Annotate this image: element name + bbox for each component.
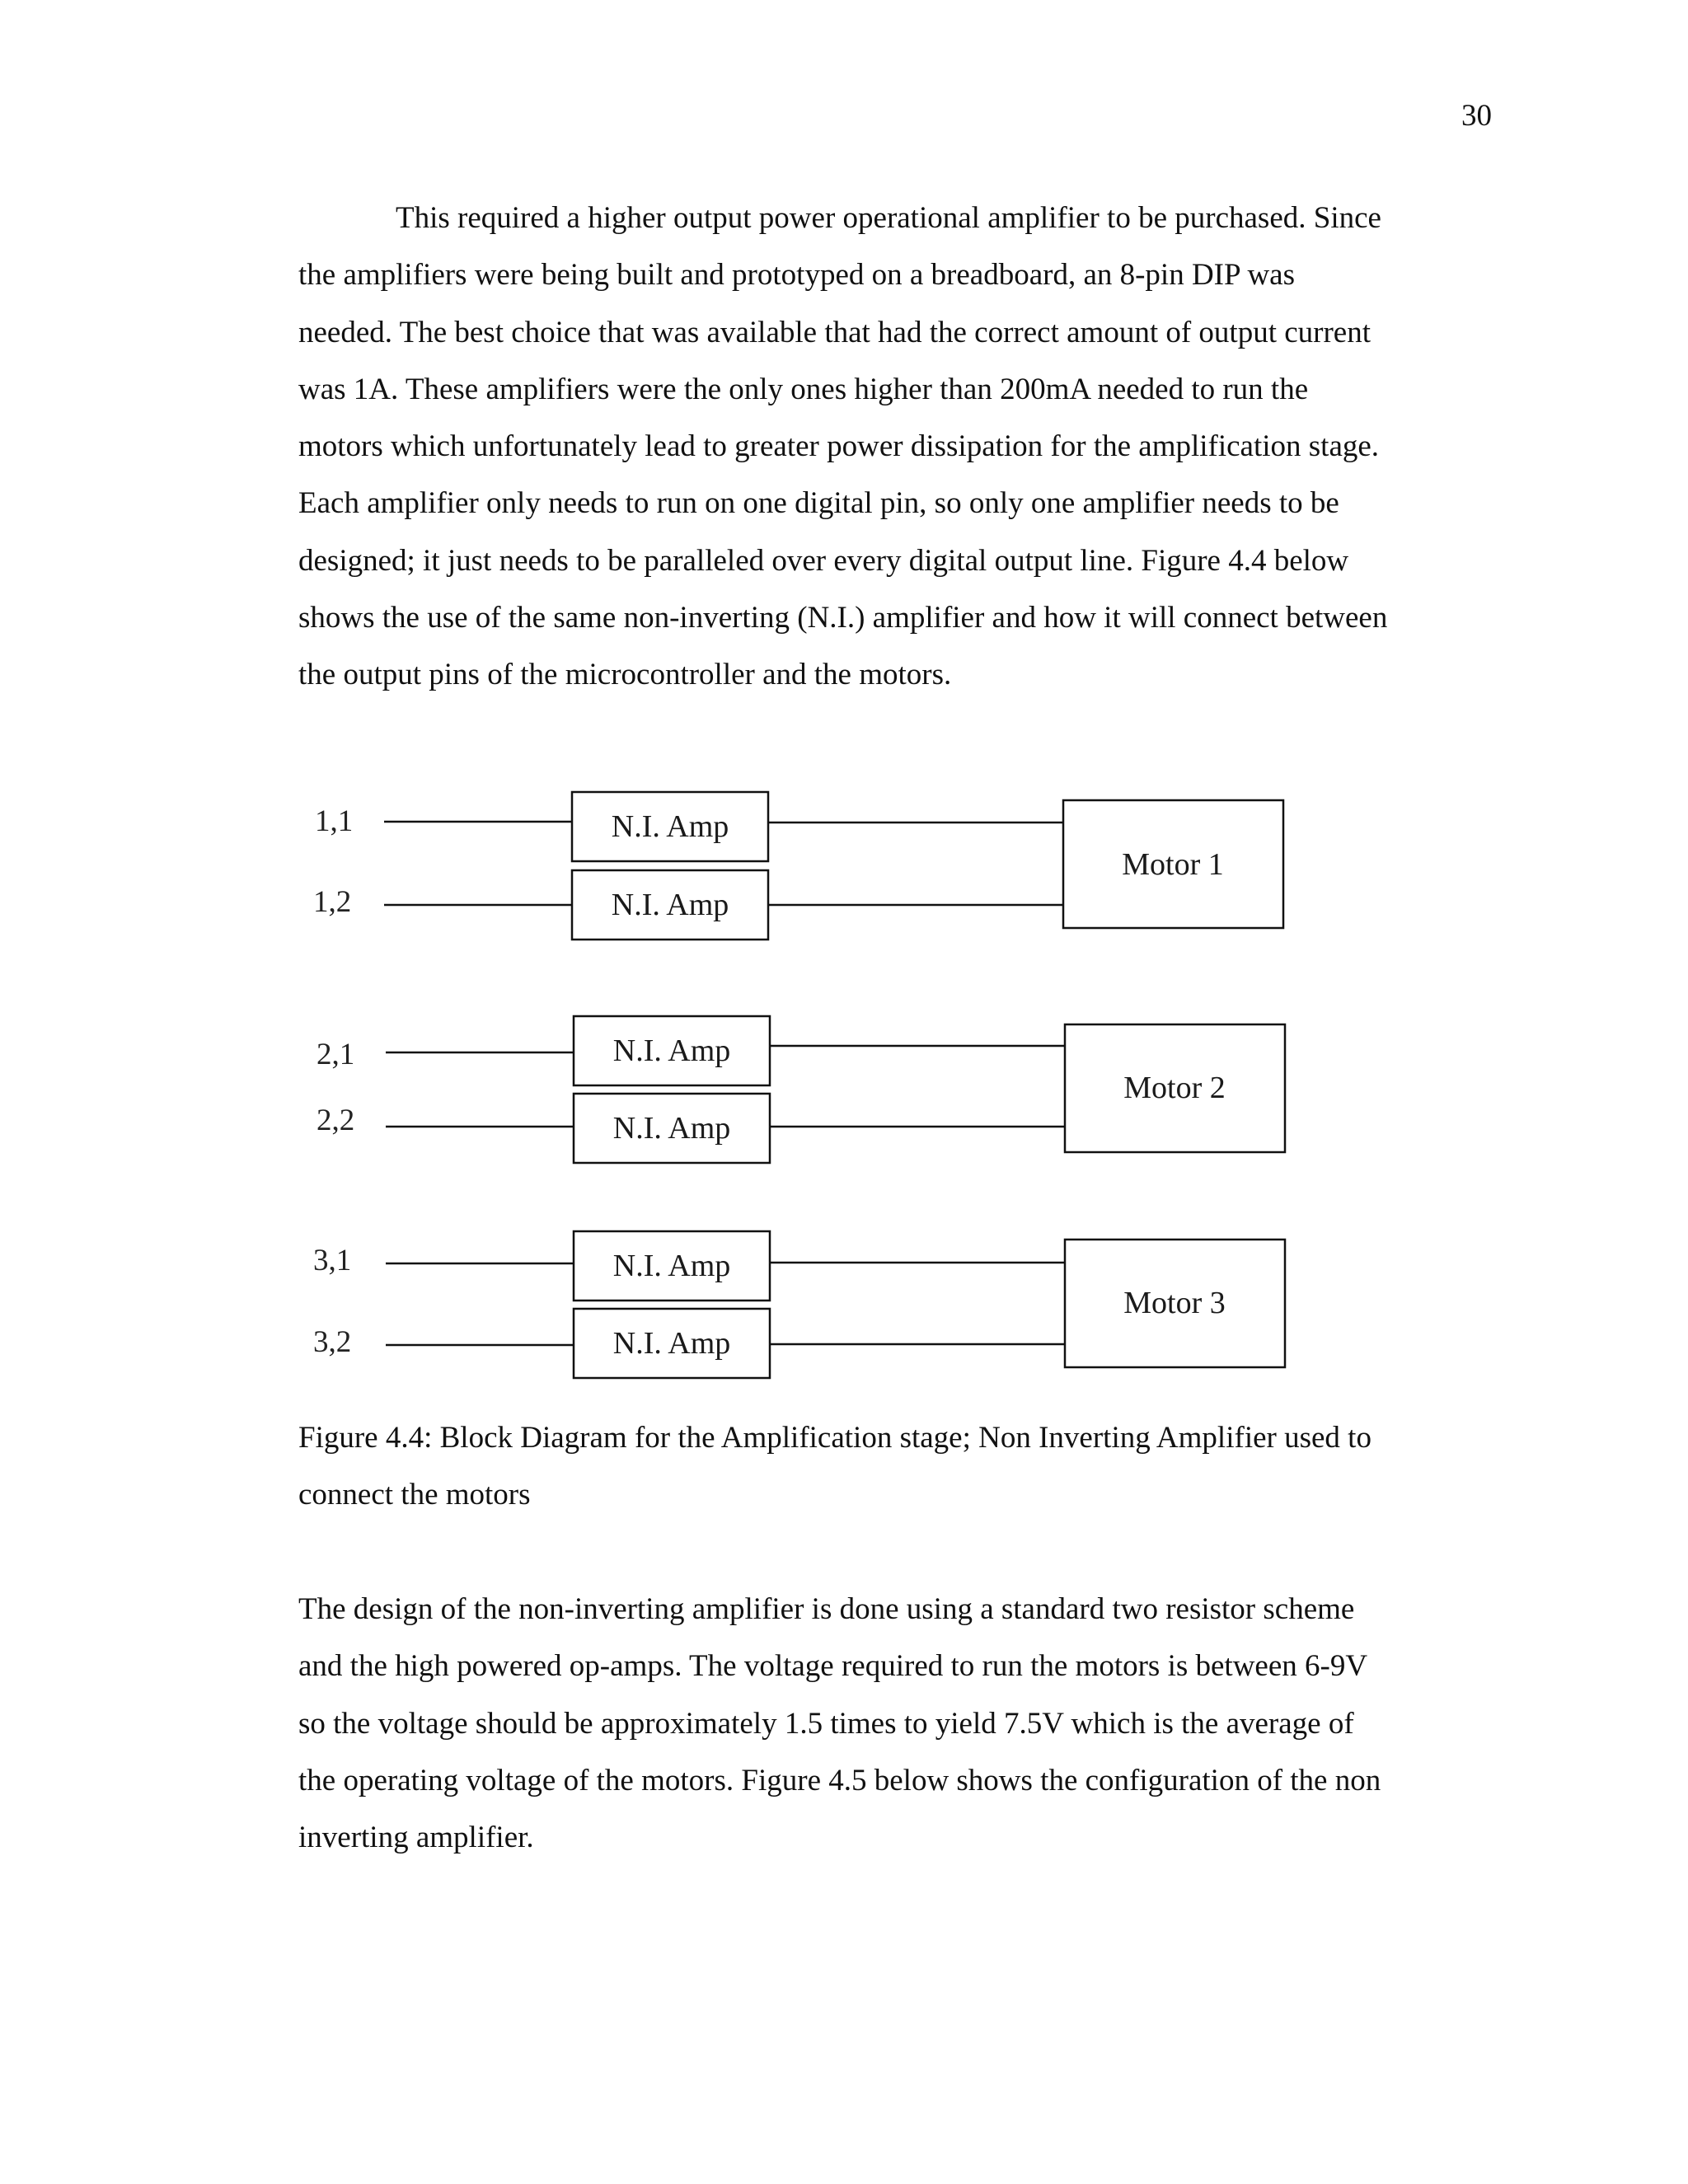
page-number: 30 [1461,99,1492,133]
figure-caption [298,1409,1502,1524]
motor-label: Motor 3 [1123,1286,1226,1320]
input-label: 3,1 [313,1244,352,1277]
input-label: 3,2 [313,1325,352,1359]
caption-line: Figure 4.4: Block Diagram for the Amplification stage; Non Inverting Amplifier used to [298,1421,1372,1455]
body-paragraph-2 [298,1581,1502,1866]
text-line: The design of the non-inverting amplifier is done using a standard two resistor scheme [298,1592,1355,1626]
input-label: 2,1 [316,1038,355,1071]
input-label: 1,1 [315,804,354,838]
text-line: the amplifiers were being built and prototyped on a breadboard, an 8-pin DIP was [298,258,1296,293]
text-line: shows the use of the same non-inverting (N.I.) amplifier and how it will connect between [298,601,1388,635]
amp-label: N.I. Amp [612,1326,731,1361]
caption-line: connect the motors [298,1478,531,1512]
text-line: needed. The best choice that was available that had the correct amount of output current [298,315,1371,349]
input-label: 2,2 [316,1104,355,1137]
amp-label: N.I. Amp [612,1111,731,1146]
text-line: the operating voltage of the motors. Figure 4.5 below shows the configuration of the non [298,1763,1381,1797]
text-line: the output pins of the microcontroller and the motors. [298,658,952,692]
amp-label: N.I. Amp [612,1033,731,1068]
text-line: so the voltage should be approximately 1.5 times to yield 7.5V which is the average of [298,1706,1354,1741]
amp-label: N.I. Amp [611,888,729,922]
motor-label: Motor 1 [1122,847,1224,882]
input-label: 1,2 [313,885,352,919]
text-line: This required a higher output power operational amplifier to be purchased. Since [396,201,1381,235]
text-line: inverting amplifier. [298,1821,534,1855]
text-line: and the high powered op-amps. The voltage required to run the motors is between 6-9V [298,1649,1368,1684]
text-line: Each amplifier only needs to run on one digital pin, so only one amplifier needs to be [298,486,1339,521]
motor-label: Motor 2 [1123,1071,1226,1105]
block-diagram [298,771,1353,1397]
text-line: was 1A. These amplifiers were the only ones higher than 200mA needed to run the [298,372,1309,406]
body-paragraph-1 [298,190,1502,704]
text-line: designed; it just needs to be paralleled over every digital output line. Figure 4.4 below [298,543,1349,578]
amp-label: N.I. Amp [611,809,729,844]
text-line: motors which unfortunately lead to greater power dissipation for the amplification stage. [298,429,1380,464]
amp-label: N.I. Amp [612,1249,731,1283]
